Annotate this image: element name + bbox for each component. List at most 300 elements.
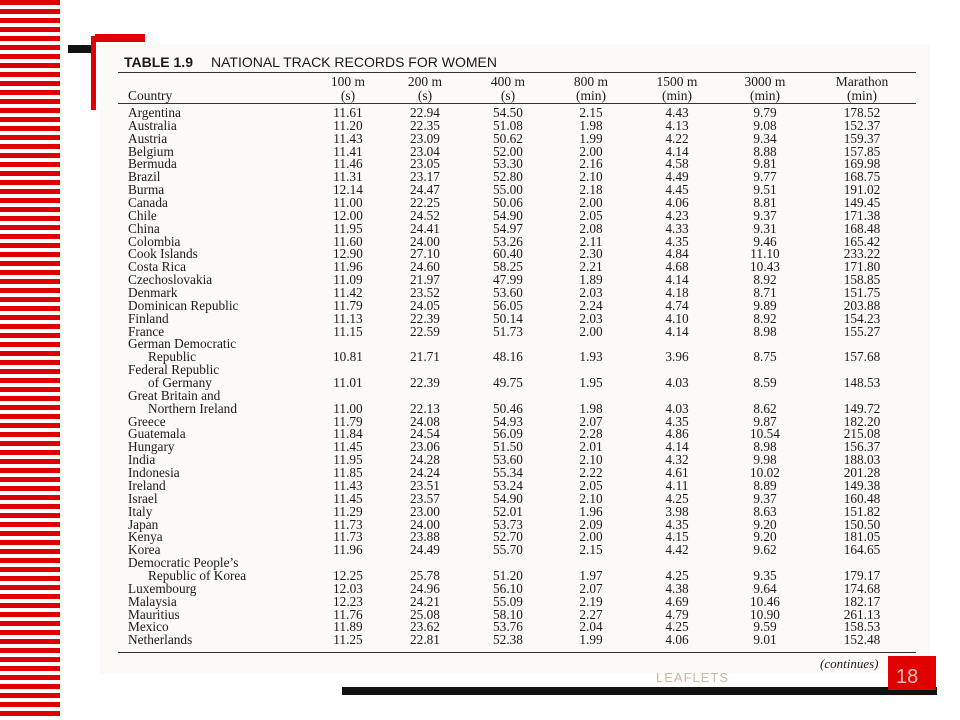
record-value: 9.34 [753,130,777,146]
country-name-line: Kenya [128,529,163,545]
record-value: 53.73 [493,516,523,532]
country-name-line: Luxembourg [128,580,197,596]
record-value: 10.43 [750,259,780,275]
record-value: 2.18 [579,182,603,198]
record-value: 52.70 [493,529,523,545]
record-value: 2.10 [579,490,603,506]
record-value: 24.05 [410,297,440,313]
country-name-line: Argentina [128,105,181,120]
record-value: 9.37 [753,490,777,506]
record-value: 11.20 [333,117,363,133]
record-value: 12.23 [333,593,363,609]
record-value: 9.46 [753,233,777,249]
record-value: 4.74 [665,297,689,313]
record-value: 4.68 [665,259,689,275]
record-value: 9.64 [753,580,777,596]
record-value: 181.05 [843,529,881,545]
record-value: 2.08 [579,220,603,236]
record-value: 3.96 [665,349,689,365]
record-value: 52.00 [493,143,523,159]
column-header-3000m: 3000 m (min) [744,74,786,103]
record-value: 2.11 [579,233,603,249]
country-name-line: Colombia [128,233,181,249]
country-name-line: Czechoslovakia [128,272,213,288]
record-value: 8.63 [753,503,777,519]
header-rule [118,103,916,104]
record-value: 151.75 [843,285,881,301]
record-value: 9.87 [753,413,777,429]
record-value: 2.04 [579,619,603,635]
record-value: 24.28 [410,452,440,468]
record-value: 4.58 [665,156,689,172]
record-value: 9.59 [753,619,777,635]
country-name [128,557,246,583]
record-value: 11.89 [333,619,363,635]
record-value: 4.61 [665,465,689,481]
record-value: 11.29 [333,503,363,519]
record-value: 203.88 [843,297,881,313]
record-value: 1.98 [579,400,603,416]
record-value: 48.16 [493,349,523,365]
record-value: 54.90 [493,490,523,506]
decorative-red-vertical-bar [91,36,96,110]
country-name-line: Republic [148,349,197,365]
record-value: 149.45 [843,195,881,211]
country-name-line: Malaysia [128,593,177,609]
country-name-line: Chile [128,207,157,223]
decorative-red-horizontal-bar [95,34,145,42]
record-value: 154.23 [843,310,881,326]
record-value: 2.22 [579,465,603,481]
record-value: 2.24 [579,297,603,313]
country-name-line: China [128,220,160,236]
record-value: 22.81 [410,632,440,648]
record-value: 11.79 [333,413,363,429]
record-value: 25.08 [410,606,440,622]
record-value: 10.02 [750,465,780,481]
footer-text: LEAFLETS [656,670,730,685]
record-value: 4.06 [665,632,689,648]
record-value: 11.25 [333,632,363,648]
record-value: 4.42 [665,542,689,558]
country-name-line: Belgium [128,143,174,159]
record-value: 23.09 [410,130,440,146]
table-title [124,54,497,70]
record-value: 11.15 [333,323,363,339]
record-value: 1.93 [579,349,603,365]
record-value: 159.37 [843,130,881,146]
record-value: 11.60 [333,233,363,249]
record-value: 152.48 [843,632,881,648]
record-value: 22.13 [410,400,440,416]
country-name-line: Indonesia [128,465,180,481]
record-value: 11.01 [333,375,363,391]
record-value: 2.00 [579,323,603,339]
country-name-line: Bermuda [128,156,177,172]
record-value: 22.25 [410,195,440,211]
country-name-line: Ireland [128,477,166,493]
record-value: 23.04 [410,143,440,159]
record-value: 9.37 [753,207,777,223]
record-value: 4.14 [665,323,689,339]
record-value: 4.38 [665,580,689,596]
record-value: 11.45 [333,439,363,455]
record-value: 53.30 [493,156,523,172]
record-value: 4.79 [665,606,689,622]
record-value: 174.68 [843,580,881,596]
record-value: 4.23 [665,207,689,223]
record-value: 11.46 [333,156,363,172]
record-value: 2.01 [579,439,603,455]
record-value: 54.90 [493,207,523,223]
record-value: 160.48 [843,490,881,506]
country-name-line: Burma [128,182,165,198]
record-value: 23.06 [410,439,440,455]
record-value: 11.61 [333,105,363,120]
country-name-line: German Democratic [128,336,237,352]
record-value: 2.15 [579,542,603,558]
record-value: 4.32 [665,452,689,468]
record-value: 11.42 [333,285,363,301]
record-value: 23.88 [410,529,440,545]
country-name-line: Australia [128,117,177,133]
record-value: 50.06 [493,195,523,211]
record-value: 23.17 [410,169,440,185]
record-value: 8.92 [753,272,777,288]
record-value: 10.46 [750,593,780,609]
record-value: 150.50 [843,516,881,532]
record-value: 2.00 [579,143,603,159]
record-value: 12.03 [333,580,363,596]
record-value: 164.65 [843,542,881,558]
record-value: 23.51 [410,477,440,493]
record-value: 171.80 [843,259,881,275]
record-value: 24.00 [410,516,440,532]
record-value: 10.90 [750,606,780,622]
record-value: 12.14 [333,182,363,198]
record-value: 56.09 [493,426,523,442]
country-name-line: Netherlands [128,632,193,648]
record-value: 8.81 [753,195,777,211]
record-value: 148.53 [843,375,881,391]
record-value: 4.25 [665,567,689,583]
record-value: 9.20 [753,516,777,532]
column-header-200m: 200 m (s) [407,74,443,103]
record-value: 60.40 [493,246,523,262]
record-value: 24.52 [410,207,440,223]
record-value: 4.25 [665,490,689,506]
record-value: 12.25 [333,567,363,583]
table-row [100,557,930,583]
record-value: 11.73 [333,529,363,545]
record-value: 2.07 [579,580,603,596]
record-value: 4.45 [665,182,689,198]
record-value: 12.00 [333,207,363,223]
record-value: 10.54 [750,426,780,442]
record-value: 9.08 [753,117,777,133]
record-value: 56.10 [493,580,523,596]
record-value: 11.73 [333,516,363,532]
record-value: 4.35 [665,413,689,429]
record-value: 4.49 [665,169,689,185]
record-value: 4.14 [665,439,689,455]
record-value: 9.79 [753,105,777,120]
country-name [128,338,236,364]
record-value: 2.05 [579,477,603,493]
country-name-line: Korea [128,542,161,558]
column-header-100m: 100 m (s) [330,74,366,103]
record-value: 22.59 [410,323,440,339]
record-value: 157.85 [843,143,881,159]
record-value: 9.77 [753,169,777,185]
record-value: 2.10 [579,169,603,185]
country-name-line: Mexico [128,619,169,635]
record-value: 2.07 [579,413,603,429]
table-row [100,364,930,390]
record-value: 2.03 [579,310,603,326]
column-header-1500m: 1500 m (min) [656,74,698,103]
record-value: 23.05 [410,156,440,172]
record-value: 4.35 [665,233,689,249]
record-value: 156.37 [843,439,881,455]
country-name-line: Costa Rica [128,259,186,275]
record-value: 11.00 [333,195,363,211]
record-value: 151.82 [843,503,881,519]
scanned-table-page [100,44,930,674]
record-value: 4.14 [665,143,689,159]
record-value: 1.99 [579,632,603,648]
record-value: 9.81 [753,156,777,172]
record-value: 1.98 [579,117,603,133]
record-value: 215.08 [843,426,881,442]
record-value: 2.10 [579,452,603,468]
record-value: 4.86 [665,426,689,442]
record-value: 179.17 [843,567,881,583]
record-value: 4.06 [665,195,689,211]
record-value: 51.08 [493,117,523,133]
continues-note: (continues) [820,656,879,671]
country-name-line: Hungary [128,439,175,455]
record-value: 22.39 [410,310,440,326]
record-value: 56.05 [493,297,523,313]
record-value: 53.60 [493,452,523,468]
record-value: 24.24 [410,465,440,481]
country-name-line: Israel [128,490,158,506]
country-name-line: Republic of Korea [148,567,247,583]
record-value: 11.31 [333,169,363,185]
country-name-line: India [128,452,156,468]
record-value: 24.21 [410,593,440,609]
country-name-line: Great Britain and [128,387,221,403]
country-name-line: Mauritius [128,606,180,622]
record-value: 169.98 [843,156,881,172]
record-value: 22.39 [410,375,440,391]
record-value: 8.88 [753,143,777,159]
record-value: 201.28 [843,465,881,481]
record-value: 4.13 [665,117,689,133]
record-value: 24.96 [410,580,440,596]
record-value: 1.96 [579,503,603,519]
record-value: 4.11 [665,477,689,493]
country-name-line: Japan [128,516,159,532]
record-value: 11.84 [333,426,363,442]
country-column-header: Country [128,88,173,103]
record-value: 2.03 [579,285,603,301]
record-value: 50.62 [493,130,523,146]
record-value: 24.00 [410,233,440,249]
record-value: 53.26 [493,233,523,249]
record-value: 11.43 [333,130,363,146]
record-value: 8.98 [753,323,777,339]
record-value: 11.00 [333,400,363,416]
top-rule [118,72,916,73]
record-value: 53.24 [493,477,523,493]
record-value: 51.73 [493,323,523,339]
bottom-rule [118,652,916,653]
record-value: 182.17 [843,593,881,609]
record-value: 4.33 [665,220,689,236]
record-value: 52.01 [493,503,523,519]
country-name-line: Greece [128,413,166,429]
record-value: 24.41 [410,220,440,236]
table-body [100,107,930,647]
record-value: 9.35 [753,567,777,583]
record-value: 4.84 [665,246,689,262]
page-number: 18 [896,666,919,688]
record-value: 22.94 [410,105,440,120]
record-value: 53.60 [493,285,523,301]
record-value: 11.13 [333,310,363,326]
record-value: 2.15 [579,105,603,120]
record-value: 23.52 [410,285,440,301]
record-value: 58.10 [493,606,523,622]
record-value: 188.03 [843,452,881,468]
country-name-line: France [128,323,165,339]
record-value: 2.00 [579,195,603,211]
column-header-marathon: Marathon (min) [835,74,889,103]
record-value: 2.09 [579,516,603,532]
record-value: 49.75 [493,375,523,391]
record-value: 178.52 [843,105,881,120]
table-number: TABLE 1.9 [124,54,193,70]
column-header-800m: 800 m (min) [573,74,609,103]
record-value: 54.97 [493,220,523,236]
record-value: 55.09 [493,593,523,609]
record-value: 50.14 [493,310,523,326]
record-value: 9.62 [753,542,777,558]
record-value: 4.43 [665,105,689,120]
record-value: 55.00 [493,182,523,198]
record-value: 182.20 [843,413,881,429]
record-value: 24.47 [410,182,440,198]
record-value: 1.97 [579,567,603,583]
record-value: 9.01 [753,632,777,648]
record-value: 2.16 [579,156,603,172]
record-value: 11.95 [333,220,363,236]
country-name-line: Denmark [128,285,178,301]
record-value: 4.15 [665,529,689,545]
country-name-line: Italy [128,503,153,519]
record-value: 155.27 [843,323,881,339]
record-value: 11.95 [333,452,363,468]
record-value: 21.97 [410,272,440,288]
country-name-line: Federal Republic [128,362,220,378]
record-value: 8.98 [753,439,777,455]
record-value: 149.72 [843,400,881,416]
record-value: 8.92 [753,310,777,326]
record-value: 11.85 [333,465,363,481]
table-title-text: NATIONAL TRACK RECORDS FOR WOMEN [210,54,497,70]
record-value: 23.62 [410,619,440,635]
record-value: 2.19 [579,593,603,609]
record-value: 4.69 [665,593,689,609]
decorative-black-base-bar [342,687,937,695]
record-value: 11.10 [750,246,780,262]
country-name-line: Cook Islands [128,246,198,262]
record-value: 4.35 [665,516,689,532]
record-value: 4.14 [665,272,689,288]
record-value: 24.49 [410,542,440,558]
column-header-400m: 400 m (s) [490,74,526,103]
record-value: 8.89 [753,477,777,493]
record-value: 11.79 [333,297,363,313]
record-value: 8.71 [753,285,777,301]
record-value: 1.89 [579,272,603,288]
record-value: 11.96 [333,259,363,275]
record-value: 8.62 [753,400,777,416]
record-value: 11.09 [333,272,363,288]
country-name [128,364,219,390]
record-value: 53.76 [493,619,523,635]
country-name-line: Canada [128,195,168,211]
record-value: 23.00 [410,503,440,519]
record-value: 4.10 [665,310,689,326]
record-value: 158.85 [843,272,881,288]
record-value: 50.46 [493,400,523,416]
record-value: 9.20 [753,529,777,545]
record-value: 58.25 [493,259,523,275]
record-value: 2.30 [579,246,603,262]
record-value: 157.68 [843,349,881,365]
record-value: 149.38 [843,477,881,493]
record-value: 11.76 [333,606,363,622]
record-value: 22.35 [410,117,440,133]
record-value: 12.90 [333,246,363,262]
decorative-red-stripes [0,0,70,720]
record-value: 171.38 [843,207,881,223]
record-value: 24.60 [410,259,440,275]
record-value: 11.45 [333,490,363,506]
record-value: 54.93 [493,413,523,429]
record-value: 2.05 [579,207,603,223]
record-value: 23.57 [410,490,440,506]
country-name-line: Brazil [128,169,161,185]
record-value: 52.80 [493,169,523,185]
table-row [100,634,930,647]
record-value: 25.78 [410,567,440,583]
record-value: 4.03 [665,400,689,416]
record-value: 3.98 [665,503,689,519]
record-value: 11.41 [333,143,363,159]
country-name-line: Guatemala [128,426,186,442]
record-value: 233.22 [843,246,881,262]
record-value: 168.75 [843,169,881,185]
record-value: 2.27 [579,606,603,622]
record-value: 165.42 [843,233,881,249]
country-name [128,634,192,647]
country-name-line: Northern Ireland [148,400,237,416]
record-value: 55.34 [493,465,523,481]
